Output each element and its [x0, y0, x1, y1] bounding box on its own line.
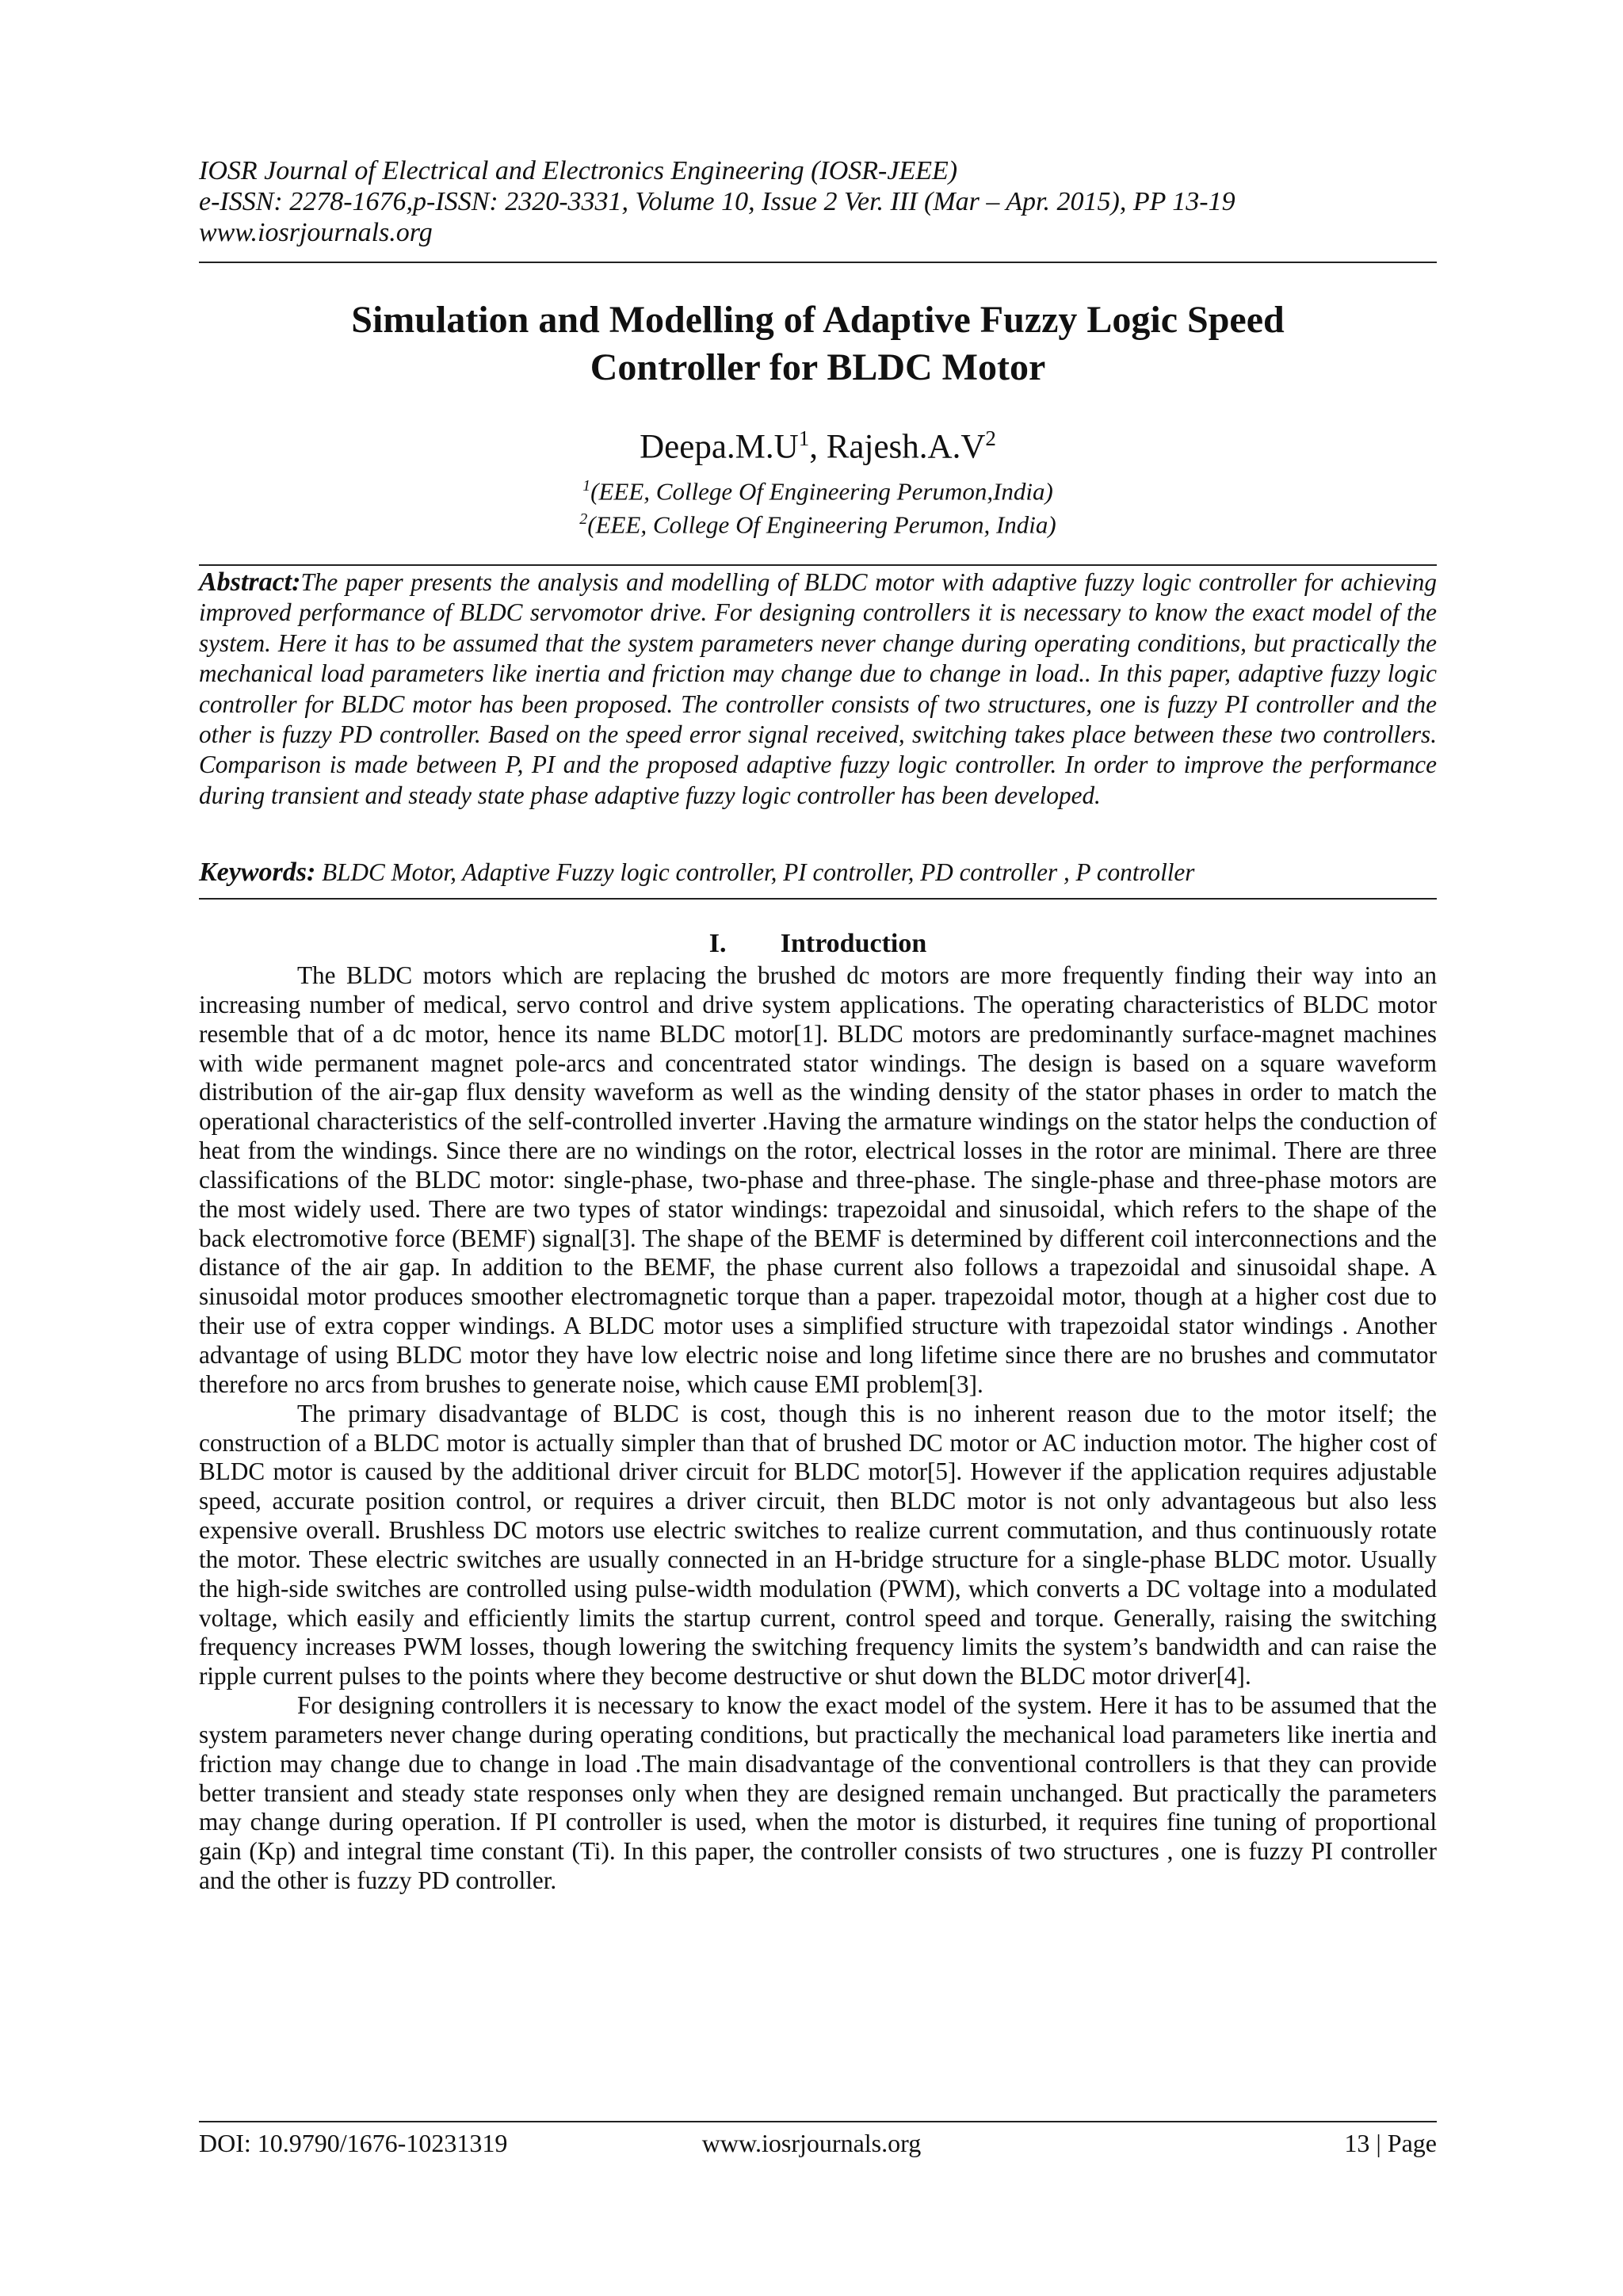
page-number: 13 | Page	[1344, 2129, 1437, 2157]
title-line-2: Controller for BLDC Motor	[590, 346, 1046, 388]
footer-divider	[199, 2121, 1437, 2122]
body-paragraph: The BLDC motors which are replacing the brushed dc motors are more frequently finding their way into an increasing number of medical, servo control and drive system applications. The operating characteristics of BLDC motor resemble that of a dc motor, hence its name BLDC motor[1]. BLDC motors are predominantly surface-magnet machines with wide permanent magnet pole-arcs and concentrated stator windings. The design is based on a square waveform distribution of the air-gap flux density waveform as well as the winding density of the stator phases in order to match the operational characteristics of the self-controlled inverter .Having the armature windings on the stator helps the conduction of heat from the windings. Since there are no windings on the rotor, electrical losses in the rotor are minimal. There are three classifications of the BLDC motor: single-phase, two-phase and three-phase. The single-phase and three-phase motors are the most widely used. There are two types of stator windings: trapezoidal and sinusoidal, which refers to the shape of the back electromotive force (BEMF) signal[3]. The shape of the BEMF is determined by different coil interconnections and the distance of the air gap. In addition to the BEMF, the phase current also follows a trapezoidal and sinusoidal shape. A sinusoidal motor produces smoother electromagnetic torque than a paper. trapezoidal motor, though at a higher cost due to their use of extra copper windings. A BLDC motor uses a simplified structure with trapezoidal stator windings . Another advantage of using BLDC motor they have low electric noise and long lifetime since there are no brushes and commutator therefore no arcs from brushes to generate noise, which cause EMI problem[3].	[199, 961, 1437, 1398]
abstract-top-divider	[199, 564, 1437, 566]
abstract-text: The paper presents the analysis and modelling of BLDC motor with adaptive fuzzy logic controller for achieving improved performance of BLDC servomotor drive. For designing controllers it is necessary to know the exact model of the system. Here it has to be assumed that the system parameters never change during operating conditions, but practically the mechanical load parameters like inertia and friction may change due to change in load.. In this paper, adaptive fuzzy logic controller for BLDC motor has been proposed. The controller consists of two structures, one is fuzzy PI controller and the other is fuzzy PD controller. Based on the speed error signal received, switching takes place between these two controllers. Comparison is made between P, PI and the proposed adaptive fuzzy logic controller. In order to improve the performance during transient and steady state phase adaptive fuzzy logic controller has been developed.	[199, 568, 1437, 809]
keywords-label: Keywords:	[199, 858, 316, 887]
abstract-label: Abstract:	[199, 567, 301, 597]
issn-line: e-ISSN: 2278-1676,p-ISSN: 2320-3331, Volume 10, Issue 2 Ver. III (Mar – Apr. 2015), PP 13-19	[199, 187, 1235, 216]
keywords-text: BLDC Motor, Adaptive Fuzzy logic controller, PI controller, PD controller , P controller	[315, 858, 1195, 886]
journal-website: www.iosrjournals.org	[199, 218, 433, 247]
affiliation-text: (EEE, College Of Engineering Perumon, India)	[587, 510, 1056, 539]
journal-name: IOSR Journal of Electrical and Electronics Engineering (IOSR-JEEE)	[199, 156, 958, 185]
title-line-1: Simulation and Modelling of Adaptive Fuzzy Logic Speed	[351, 299, 1285, 341]
keywords	[199, 858, 1437, 888]
footer-website: www.iosrjournals.org	[701, 2129, 922, 2157]
author-affiliation-mark: 2	[985, 426, 996, 450]
body-paragraph: The primary disadvantage of BLDC is cost, though this is no inherent reason due to the motor itself; the construction of a BLDC motor is actually simpler than that of brushed DC motor or AC induction motor. The higher cost of BLDC motor is caused by the additional driver circuit for BLDC motor[5]. However if the application requires adjustable speed, accurate position control, or requires a driver circuit, then BLDC motor is not only advantageous but also less expensive overall. Brushless DC motors use electric switches to realize current commutation, and thus continuously rotate the motor. These electric switches are usually connected in an H-bridge structure for a single-phase BLDC motor. Usually the high-side switches are controlled using pulse-width modulation (PWM), which converts a DC voltage into a modulated voltage, which easily and efficiently limits the startup current, control speed and torque. Generally, raising the switching frequency increases PWM losses, though lowering the switching frequency limits the system’s bandwidth and can raise the ripple current pulses to the points where they become destructive or shut down the BLDC motor driver[4].	[199, 1399, 1437, 1690]
affiliation	[199, 471, 1437, 506]
abstract	[199, 567, 1437, 811]
author-name: Rajesh.A.V	[826, 428, 986, 466]
section-number: I.	[708, 929, 727, 958]
affiliation-text: (EEE, College Of Engineering Perumon,India)	[590, 477, 1053, 506]
author-separator: ,	[809, 428, 827, 466]
author-list	[199, 418, 1437, 468]
running-header	[199, 155, 1435, 248]
affiliation	[199, 504, 1437, 540]
header-divider	[199, 262, 1437, 263]
author-affiliation-mark: 1	[798, 426, 810, 450]
section-title: Introduction	[780, 929, 927, 958]
affiliation-mark: 2	[579, 510, 588, 528]
abstract-bottom-divider	[199, 898, 1437, 900]
body-text	[199, 961, 1437, 1896]
author-name: Deepa.M.U	[640, 428, 799, 466]
section-heading	[199, 928, 1437, 960]
paper-title	[199, 296, 1437, 392]
affiliation-mark: 1	[582, 477, 591, 495]
body-paragraph: For designing controllers it is necessary to know the exact model of the system. Here it has to be assumed that the system parameters never change during operating conditions, but practically the mechanical load parameters like inertia and friction may change due to change in load .The main disadvantage of the conventional controllers is that they can provide better transient and steady state responses only when they are designed remain unchanged. But practically the parameters may change during operation. If PI controller is used, when the motor is disturbed, it requires fine tuning of proportional gain (Kp) and integral time constant (Ti). In this paper, the controller consists of two structures , one is fuzzy PI controller and the other is fuzzy PD controller.	[199, 1691, 1437, 1895]
footer-doi: DOI: 10.9790/1676-10231319	[199, 2129, 508, 2157]
